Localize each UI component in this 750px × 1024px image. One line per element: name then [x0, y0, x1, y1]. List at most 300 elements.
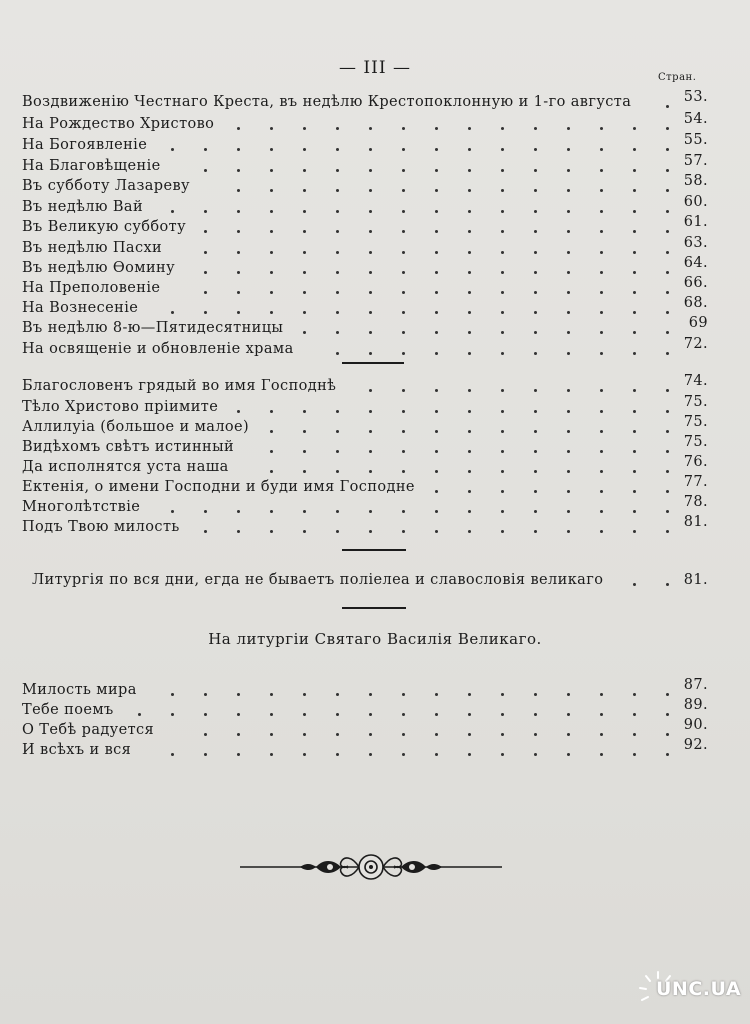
toc-entry-page: 57. [683, 153, 708, 169]
leader-dot [402, 693, 405, 696]
leader-dot [270, 410, 273, 413]
leader-dot [435, 753, 438, 756]
leader-dot [270, 210, 273, 213]
toc-entry-page: 64. [683, 255, 708, 271]
leader-dot [567, 169, 570, 172]
leader-dot [171, 693, 174, 696]
leader-dot [369, 230, 372, 233]
leader-dot [303, 291, 306, 294]
leader-dot [666, 311, 669, 314]
leader-dot [402, 230, 405, 233]
leader-dot [534, 210, 537, 213]
toc-entry-page: 68. [683, 295, 708, 311]
leader-dot [369, 169, 372, 172]
leader-dot [633, 251, 636, 254]
leader-dot [237, 271, 240, 274]
leader-dot [204, 291, 207, 294]
leader-dot [567, 450, 570, 453]
leader-dot [501, 389, 504, 392]
leader-dot [435, 490, 438, 493]
toc-entry [22, 275, 712, 298]
leader-dot [270, 470, 273, 473]
leader-dot [237, 410, 240, 413]
leader-dot [468, 389, 471, 392]
leader-dot [303, 148, 306, 151]
leader-dot [567, 189, 570, 192]
leader-dot [138, 713, 141, 716]
leader-dot [567, 490, 570, 493]
leader-dot [270, 430, 273, 433]
leader-dot [567, 430, 570, 433]
leader-dot [534, 331, 537, 334]
leader-dot [567, 733, 570, 736]
leader-dot [336, 530, 339, 533]
leader-dot [600, 127, 603, 130]
leader-dot [204, 271, 207, 274]
leader-dot [336, 127, 339, 130]
leader-dot [270, 169, 273, 172]
leader-dot [600, 490, 603, 493]
leader-dot [468, 189, 471, 192]
leader-dot [402, 291, 405, 294]
leader-dot [600, 733, 603, 736]
leader-dot [600, 352, 603, 355]
leader-dot [204, 148, 207, 151]
leader-dot [600, 693, 603, 696]
leader-dot [270, 450, 273, 453]
toc-entry [22, 394, 712, 417]
toc-entry [22, 414, 712, 437]
leader-dot [633, 410, 636, 413]
toc-entry [22, 717, 712, 740]
leader-dot [435, 311, 438, 314]
leader-dot [402, 127, 405, 130]
leader-dot [534, 713, 537, 716]
leader-dot [534, 389, 537, 392]
leader-dot [501, 271, 504, 274]
leader-dot [435, 389, 438, 392]
leader-dot [600, 169, 603, 172]
leader-dot [435, 291, 438, 294]
leader-dot [468, 148, 471, 151]
leader-dot [666, 530, 669, 533]
leader-dot [303, 410, 306, 413]
leader-dot [666, 352, 669, 355]
toc-entry-title: Въ недѣлю Вай [22, 199, 144, 215]
leader-dot [534, 490, 537, 493]
toc-entry-page: 60. [683, 194, 708, 210]
toc-entry-title: Аллилуіа (большое и малое) [22, 419, 250, 435]
leader-dot [237, 733, 240, 736]
toc-entry-page: 77. [683, 474, 708, 490]
leader-dot [369, 470, 372, 473]
leader-dot [270, 271, 273, 274]
leader-dot [534, 430, 537, 433]
leader-dot [468, 733, 471, 736]
toc-entry-page: 61. [683, 214, 708, 230]
leader-dot [435, 430, 438, 433]
leader-dot [204, 733, 207, 736]
toc-entry [22, 111, 712, 134]
toc-entry-title: Въ недѣлю Ѳомину [22, 260, 176, 276]
toc-entry-page: 53. [683, 89, 708, 105]
leader-dot [369, 389, 372, 392]
leader-dot [435, 251, 438, 254]
toc-entry-title: Литургія по вся дни, егда не бываетъ поліелеа и славословія великаго [32, 572, 604, 588]
toc-entry-page: 75. [683, 394, 708, 410]
leader-dot [204, 230, 207, 233]
toc-entry-page: 89. [683, 697, 708, 713]
section-title: На литургіи Святаго Василія Великаго. [208, 630, 542, 648]
leader-dot [534, 148, 537, 151]
toc-entry-page: 81. [683, 572, 708, 588]
leader-dot [204, 753, 207, 756]
leader-dot [501, 352, 504, 355]
toc-entry-title: Въ субботу Лазареву [22, 178, 190, 194]
leader-dot [600, 410, 603, 413]
leader-dot [237, 530, 240, 533]
leader-dot [369, 331, 372, 334]
leader-dot [501, 530, 504, 533]
leader-dot [468, 410, 471, 413]
toc-entry [22, 295, 712, 318]
leader-dot [369, 410, 372, 413]
leader-dot [336, 713, 339, 716]
leader-dot [303, 470, 306, 473]
leader-dot [468, 127, 471, 130]
toc-entry-title: И всѣхъ и вся [22, 742, 132, 758]
leader-dot [171, 210, 174, 213]
leader-dot [270, 148, 273, 151]
toc-entry-title: На Богоявленіе [22, 137, 148, 153]
leader-dot [270, 733, 273, 736]
leader-dot [600, 753, 603, 756]
leader-dot [666, 210, 669, 213]
leader-dot [567, 530, 570, 533]
section-divider [342, 362, 404, 364]
leader-dot [237, 693, 240, 696]
leader-dot [435, 693, 438, 696]
leader-dot [237, 230, 240, 233]
leader-dot [303, 271, 306, 274]
toc-entry-title: Ектенія, о имени Господни и буди имя Господне [22, 479, 415, 495]
leader-dot [270, 530, 273, 533]
leader-dot [369, 291, 372, 294]
toc-entry [22, 474, 712, 497]
leader-dot [666, 753, 669, 756]
leader-dot [336, 410, 339, 413]
leader-dot [435, 733, 438, 736]
leader-dot [600, 450, 603, 453]
leader-dot [171, 713, 174, 716]
toc-entry [22, 373, 712, 396]
leader-dot [270, 693, 273, 696]
leader-dot [666, 713, 669, 716]
leader-dot [666, 271, 669, 274]
leader-dot [534, 127, 537, 130]
leader-dot [171, 311, 174, 314]
leader-dot [402, 331, 405, 334]
leader-dot [666, 733, 669, 736]
leader-dot [237, 189, 240, 192]
leader-dot [435, 410, 438, 413]
toc-entry-title: Видѣхомъ свѣтъ истинный [22, 439, 235, 455]
leader-dot [270, 291, 273, 294]
toc-entry [22, 315, 712, 338]
leader-dot [567, 713, 570, 716]
leader-dot [600, 530, 603, 533]
leader-dot [204, 311, 207, 314]
toc-entry [22, 153, 712, 176]
leader-dot [633, 733, 636, 736]
leader-dot [369, 127, 372, 130]
leader-dot [501, 753, 504, 756]
leader-dot [468, 352, 471, 355]
leader-dot [402, 470, 405, 473]
leader-dot [633, 450, 636, 453]
leader-dot [369, 450, 372, 453]
leader-dot [237, 713, 240, 716]
leader-dot [534, 510, 537, 513]
leader-dot [468, 753, 471, 756]
toc-entry-page: 54. [683, 111, 708, 127]
leader-dot [336, 470, 339, 473]
leader-dot [666, 148, 669, 151]
leader-dot [369, 510, 372, 513]
toc-entry-title: Да исполнятся уста наша [22, 459, 229, 475]
leader-dot [336, 352, 339, 355]
leader-dot [468, 169, 471, 172]
toc-entry-title: На Вознесеніе [22, 300, 139, 316]
leader-dot [666, 291, 669, 294]
toc-entry-title: Многолѣтствіе [22, 499, 141, 515]
toc-entry [22, 173, 712, 196]
leader-dot [171, 148, 174, 151]
leader-dot [666, 410, 669, 413]
leader-dot [435, 713, 438, 716]
leader-dot [402, 389, 405, 392]
leader-dot [369, 210, 372, 213]
leader-dot [501, 251, 504, 254]
ornament-tailpiece-icon [240, 852, 502, 882]
leader-dot [303, 189, 306, 192]
leader-dot [567, 291, 570, 294]
leader-dot [204, 251, 207, 254]
leader-dot [369, 311, 372, 314]
leader-dot [501, 148, 504, 151]
toc-entry-title: Въ Великую субботу [22, 219, 187, 235]
leader-dot [303, 230, 306, 233]
leader-dot [633, 352, 636, 355]
leader-dot [666, 490, 669, 493]
toc-entry-page: 72. [683, 336, 708, 352]
leader-dot [600, 311, 603, 314]
leader-dot [567, 389, 570, 392]
leader-dot [534, 693, 537, 696]
leader-dot [567, 210, 570, 213]
leader-dot [633, 490, 636, 493]
leader-dot [468, 713, 471, 716]
leader-dot [303, 753, 306, 756]
toc-entry-title: Милость мира [22, 682, 137, 698]
leader-dot [336, 271, 339, 274]
leader-dot [336, 331, 339, 334]
leader-dot [402, 189, 405, 192]
leader-dot [435, 450, 438, 453]
leader-dot [600, 430, 603, 433]
leader-dot [633, 210, 636, 213]
leader-dot [303, 251, 306, 254]
leader-dot [336, 693, 339, 696]
leader-dot [501, 410, 504, 413]
leader-dot [567, 311, 570, 314]
toc-entry-title: Тебе поемъ [22, 702, 114, 718]
leader-dot [237, 127, 240, 130]
leader-dot [369, 713, 372, 716]
leader-dot [336, 291, 339, 294]
leader-dot [336, 430, 339, 433]
toc-entry-title: Въ недѣлю Пасхи [22, 240, 163, 256]
leader-dot [600, 510, 603, 513]
leader-dot [501, 210, 504, 213]
section-divider [342, 607, 406, 609]
leader-dot [369, 753, 372, 756]
leader-dot [633, 389, 636, 392]
leader-dot [633, 693, 636, 696]
leader-dot [501, 733, 504, 736]
leader-dot [204, 169, 207, 172]
toc-entry-title: На Преполовеніе [22, 280, 161, 296]
leader-dot [633, 148, 636, 151]
leader-dot [567, 470, 570, 473]
leader-dot [633, 470, 636, 473]
toc-entry-page: 75. [683, 414, 708, 430]
toc-entry-title: На Благовѣщеніе [22, 158, 161, 174]
leader-dot [567, 271, 570, 274]
leader-dot [534, 410, 537, 413]
toc-entry [22, 454, 712, 477]
leader-dot [402, 251, 405, 254]
leader-dot [468, 331, 471, 334]
leader-dot [468, 450, 471, 453]
leader-dot [600, 331, 603, 334]
leader-dot [633, 530, 636, 533]
leader-dot [666, 331, 669, 334]
leader-dot [633, 430, 636, 433]
leader-dot [435, 510, 438, 513]
leader-dot [435, 470, 438, 473]
leader-dot [534, 733, 537, 736]
leader-dot [303, 169, 306, 172]
leader-dot [204, 530, 207, 533]
leader-dot [567, 230, 570, 233]
leader-dot [501, 311, 504, 314]
leader-dot [336, 311, 339, 314]
toc-entry-page: 58. [683, 173, 708, 189]
toc-entry-page: 74. [683, 373, 708, 389]
leader-dot [633, 713, 636, 716]
leader-dot [534, 352, 537, 355]
leader-dot [666, 389, 669, 392]
leader-dot [369, 271, 372, 274]
leader-dot [402, 713, 405, 716]
leader-dot [270, 510, 273, 513]
leader-dot [633, 189, 636, 192]
leader-dot [171, 510, 174, 513]
toc-entry [22, 336, 712, 359]
leader-dot [435, 271, 438, 274]
leader-dot [666, 251, 669, 254]
leader-dot [435, 352, 438, 355]
leader-dot [336, 251, 339, 254]
leader-dot [534, 291, 537, 294]
leader-dot [171, 753, 174, 756]
page-column-label: Стран. [658, 72, 697, 83]
leader-dot [633, 271, 636, 274]
watermark: UNC.UA [656, 978, 742, 1000]
leader-dot [270, 127, 273, 130]
leader-dot [468, 251, 471, 254]
leader-dot [633, 583, 636, 586]
leader-dot [534, 169, 537, 172]
leader-dot [402, 753, 405, 756]
leader-dot [501, 169, 504, 172]
leader-dot [237, 148, 240, 151]
leader-dot [336, 733, 339, 736]
toc-entry-title: Благословенъ грядый во имя Господнѣ [22, 378, 337, 394]
leader-dot [666, 169, 669, 172]
leader-dot [303, 510, 306, 513]
leader-dot [567, 331, 570, 334]
leader-dot [402, 450, 405, 453]
toc-entry-page: 92. [683, 737, 708, 753]
leader-dot [534, 230, 537, 233]
leader-dot [600, 713, 603, 716]
leader-dot [534, 470, 537, 473]
leader-dot [402, 148, 405, 151]
leader-dot [534, 450, 537, 453]
leader-dot [270, 713, 273, 716]
leader-dot [666, 430, 669, 433]
leader-dot [501, 430, 504, 433]
leader-dot [369, 430, 372, 433]
leader-dot [303, 713, 306, 716]
leader-dot [501, 291, 504, 294]
leader-dot [369, 148, 372, 151]
leader-dot [303, 311, 306, 314]
leader-dot [468, 210, 471, 213]
leader-dot [600, 470, 603, 473]
toc-entry [22, 434, 712, 457]
leader-dot [435, 530, 438, 533]
toc-entry [22, 89, 712, 112]
leader-dot [567, 251, 570, 254]
leader-dot [600, 389, 603, 392]
leader-dot [501, 331, 504, 334]
leader-dot [369, 733, 372, 736]
leader-dot [402, 410, 405, 413]
leader-dot [237, 251, 240, 254]
leader-dot [336, 169, 339, 172]
leader-dot [633, 230, 636, 233]
toc-entry-title: Воздвиженію Честнаго Креста, въ недѣлю Крестопоклонную и 1-го августа [22, 94, 632, 110]
leader-dot [468, 470, 471, 473]
leader-dot [237, 210, 240, 213]
toc-entry [22, 494, 712, 517]
leader-dot [600, 230, 603, 233]
leader-dot [468, 693, 471, 696]
leader-dot [534, 189, 537, 192]
